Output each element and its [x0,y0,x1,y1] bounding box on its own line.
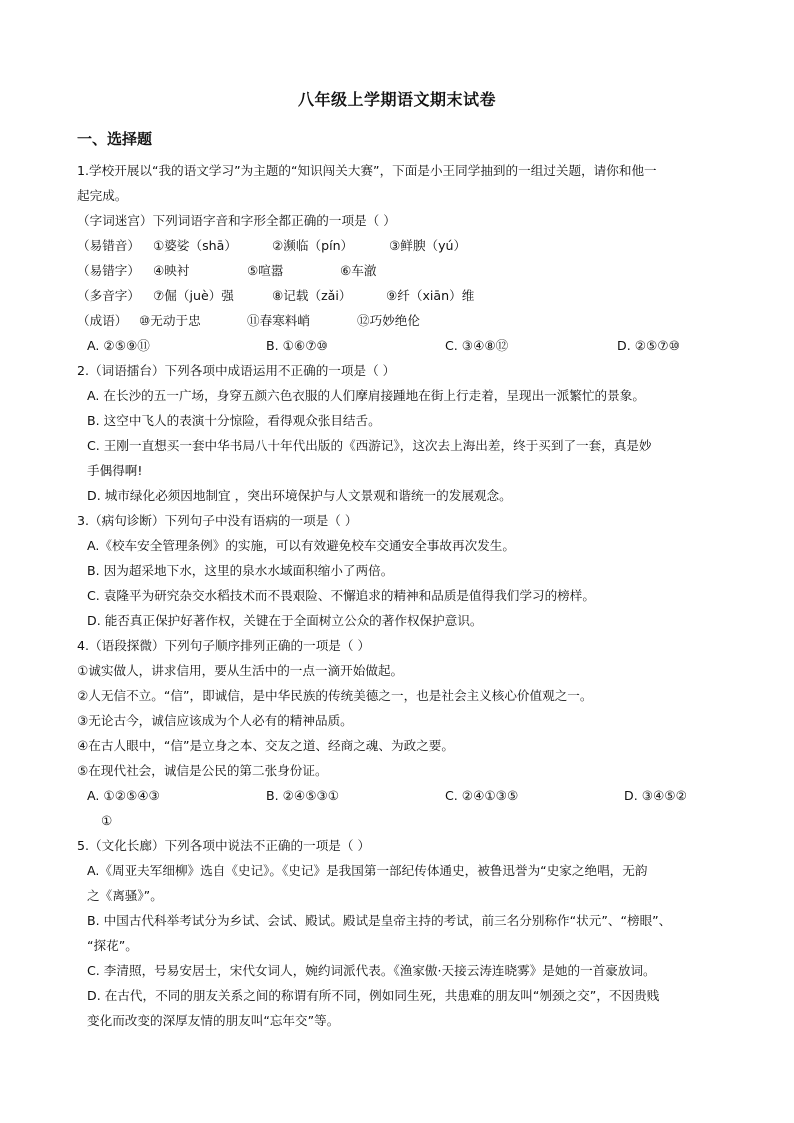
q4-option-d-cont: ① [101,813,113,828]
section-heading: 一、选择题 [77,130,153,148]
q5-option-a: A.《周亚夫军细柳》选自《史记》。《史记》是我国第一部纪传体通史，被鲁迅誉为“史家之绝唱，无韵 [87,863,648,878]
page-title: 八年级上学期语文期末试卷 [297,90,496,109]
q3-option-c: C. 袁隆平为研究杂交水稻技术而不畏艰险、不懈追求的精神和品质是值得我们学习的榜样。 [87,588,595,603]
q1-row-category: （多音字） [77,288,140,303]
q4-option-c: C. ②④①③⑤ [445,788,519,803]
q5-option-d-cont: 变化而改变的深厚友情的朋友叫“忘年交”等。 [87,1013,340,1028]
q1-stem-line1: 1.学校开展以“我的语文学习”为主题的“知识闯关大赛”，下面是小王同学抽到的一组过关题，请你和他一 [77,163,657,178]
q3-stem: 3.（病句诊断）下列句子中没有语病的一项是（ ） [77,513,358,528]
q4-option-b: B. ②④⑤③① [266,788,340,803]
q1-row-item: ②濒临（pín） [272,238,354,253]
q4-stem: 4.（语段探微）下列句子顺序排列正确的一项是（ ） [77,638,371,653]
q4-sentence-5: ⑤在现代社会，诚信是公民的第二张身份证。 [77,763,328,778]
q1-row-item: ⑧记载（zǎi） [272,288,352,303]
q1-stem-line2: 起完成。 [77,188,128,203]
q1-row-category: （易错音） [77,238,140,253]
q4-sentence-3: ③无论古今，诚信应该成为个人必有的精神品质。 [77,713,353,728]
q1-row-item: ⑤喧嚣 [247,263,284,278]
q1-row-category: （易错字） [77,263,140,278]
q5-option-a-cont: 之《离骚》”。 [87,888,163,903]
q1-row-item: ⑦倔（juè）强 [153,288,234,303]
q3-option-d: D. 能否真正保护好著作权，关键在于全面树立公众的著作权保护意识。 [87,613,483,628]
q4-option-a: A. ①②⑤④③ [87,788,160,803]
q4-option-d: D. ③④⑤② [624,788,687,803]
q5-option-b: B. 中国古代科举考试分为乡试、会试、殿试。殿试是皇帝主持的考试，前三名分别称作“状元”、“榜眼”、 [87,913,672,928]
q4-sentence-4: ④在古人眼中，“信”是立身之本、交友之道、经商之魂、为政之要。 [77,738,454,753]
q2-option-c-cont: 手偶得啊! [87,463,143,478]
q2-option-d: D. 城市绿化必须因地制宜 ，突出环境保护与人文景观和谐统一的发展观念。 [87,488,512,503]
q2-option-b: B. 这空中飞人的表演十分惊险，看得观众张目结舌。 [87,413,381,428]
q2-option-c: C. 王刚一直想买一套中华书局八十年代出版的《西游记》，这次去上海出差，终于买到了一套，真是妙 [87,438,652,453]
q1-sub-question: （字词迷宫）下列词语字音和字形全都正确的一项是（ ） [77,213,396,228]
q1-option-d: D. ②⑤⑦⑩ [617,338,680,353]
q1-row-item: ①婆娑（shā） [153,238,237,253]
q4-sentence-2: ②人无信不立。“信”，即诚信，是中华民族的传统美德之一，也是社会主义核心价值观之一。 [77,688,593,703]
q5-option-b-cont: “探花”。 [87,938,138,953]
q1-row-item: ④映衬 [153,263,190,278]
q1-row-item: ⑨纤（xiān）维 [386,288,475,303]
q1-row-item: ⑩无动于忠 [139,313,201,328]
q2-stem: 2.（词语擂台）下列各项中成语运用不正确的一项是（ ） [77,363,396,378]
q1-option-a: A. ②⑤⑨⑪ [87,338,150,353]
q3-option-a: A.《校车安全管理条例》的实施，可以有效避免校车交通安全事故再次发生。 [87,538,515,553]
q5-stem: 5.（文化长廊）下列各项中说法不正确的一项是（ ） [77,838,371,853]
q1-row-item: ⑪春寒料峭 [247,313,310,328]
q1-row-item: ⑥车澈 [340,263,377,278]
q1-row-category: （成语） [77,313,128,328]
q5-option-d: D. 在古代，不同的朋友关系之间的称谓有所不同，例如同生死，共患难的朋友叫“刎颈之交”，不因贵贱 [87,988,660,1003]
q4-sentence-1: ①诚实做人，讲求信用，要从生活中的一点一滴开始做起。 [77,663,404,678]
q1-row-item: ⑫巧妙绝伦 [357,313,420,328]
q2-option-a: A. 在长沙的五一广场，身穿五颜六色衣服的人们摩肩接踵地在街上行走着，呈现出一派繁忙的景象。 [87,388,645,403]
q1-option-b: B. ①⑥⑦⑩ [266,338,328,353]
q1-row-item: ③鲜腴（yú） [389,238,467,253]
q5-option-c: C. 李清照，号易安居士，宋代女词人，婉约词派代表。《渔家傲·天接云涛连晓雾》是她的一首豪放词。 [87,963,656,978]
q3-option-b: B. 因为超采地下水，这里的泉水水域面积缩小了两倍。 [87,563,394,578]
q1-option-c: C. ③④⑧⑫ [445,338,509,353]
